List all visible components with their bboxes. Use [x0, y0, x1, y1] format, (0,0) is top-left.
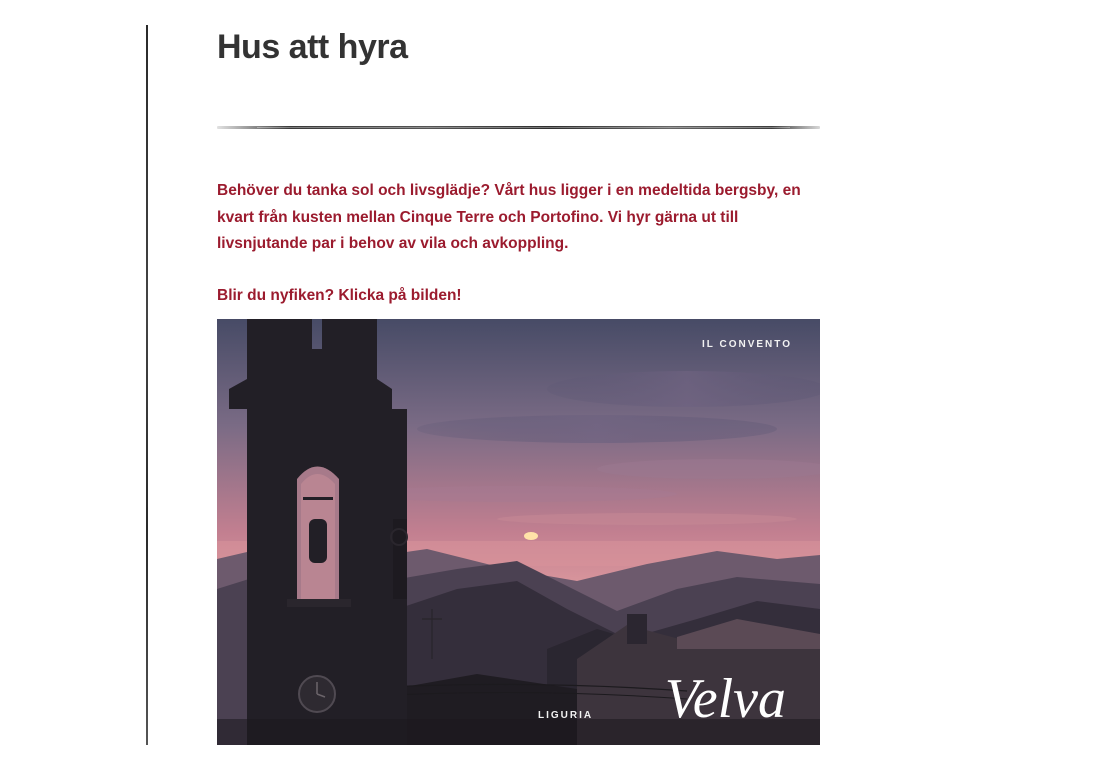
call-to-action: Blir du nyfiken? Klicka på bilden! [217, 287, 462, 304]
village-photo-link[interactable] [217, 319, 820, 745]
intro-paragraph: Behöver du tanka sol och livsglädje? Vårt hus ligger i en medeltida bergsby, en kvart från kusten mellan Cinque Terre och Portofino. Vi hyr gärna ut till livsnjutande par i behov av vila och avkoppling. [217, 182, 801, 252]
photo-caption-bottom: LIGURIA [538, 710, 594, 721]
left-border-rule [146, 25, 148, 745]
velva-logo: Velva [664, 668, 786, 730]
page-title: Hus att hyra [217, 28, 408, 66]
section-divider [217, 126, 820, 129]
photo-caption-top: IL CONVENTO [702, 339, 792, 350]
